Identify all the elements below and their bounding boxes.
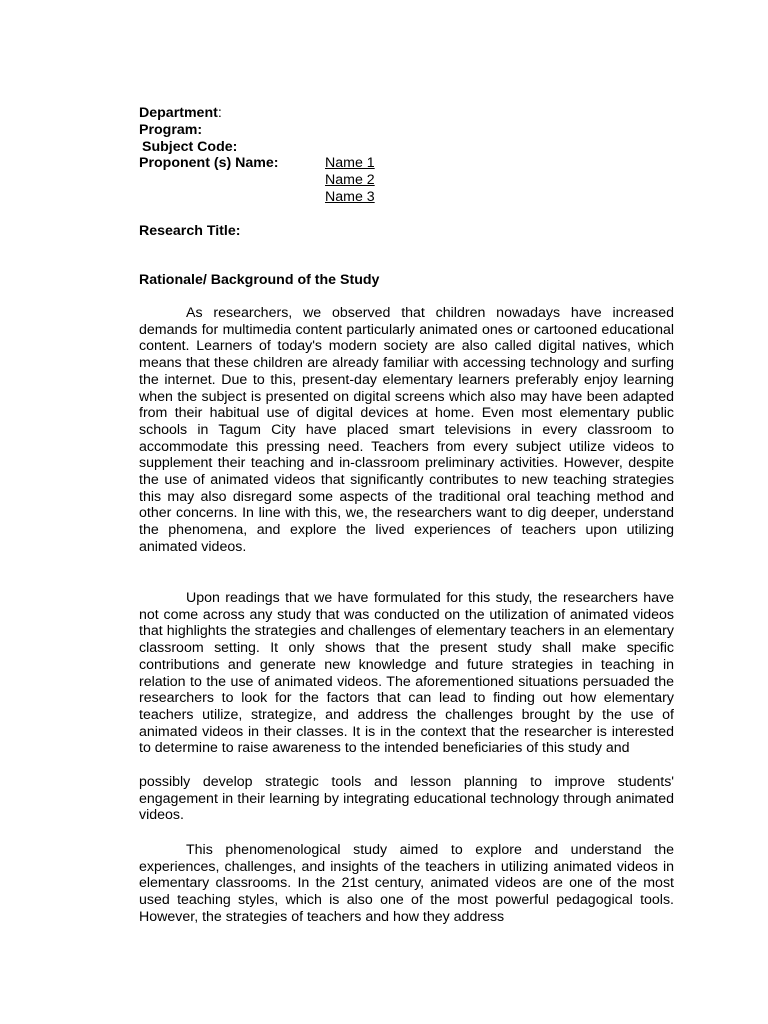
subject-code-label: Subject Code: [142, 139, 238, 155]
paragraph-2-continued: possibly develop strategic tools and lesson planning to improve students' engagement in their learning by integrating educational technology through animated videos. [139, 774, 674, 824]
research-title-label: Research Title: [139, 223, 241, 239]
paragraph-1: As researchers, we observed that children nowadays have increased demands for multimedia content particularly animated ones or cartooned educational content. Learners of today's modern society are also called digital natives, which means that these children are already familiar with accessing technology and surfing the internet. Due to this, present-day elementary learners preferably enjoy learning when the subject is presented on digital screens which also may have been adapted from their habitual use of digital devices at home. Even most elementary public schools in Tagum City have placed smart televisions in every classroom to accommodate this pressing need. Teachers from every subject utilize videos to supplement their teaching and in-classroom preliminary activities. However, despite the use of animated videos that significantly contributes to new teaching strategies this may also disregard some aspects of the traditional oral teaching method and other concerns. In line with this, we, the researchers want to dig deeper, understand the phenomena, and explore the lived experiences of teachers upon utilizing animated videos. [139, 305, 674, 555]
department-label: Department: [139, 105, 222, 121]
section-heading: Rationale/ Background of the Study [139, 272, 380, 288]
proponent-name-1: Name 1 [325, 155, 375, 171]
program-label: Program: [139, 122, 203, 138]
proponent-name-3: Name 3 [325, 189, 375, 205]
paragraph-2: Upon readings that we have formulated for this study, the researchers have not come across any study that was conducted on the utilization of animated videos that highlights the strategies and challenges of elementary teachers in an elementary classroom setting. It only shows that the present study shall make specific contributions and generate new knowledge and future strategies in teaching in relation to the use of animated videos. The aforementioned situations persuaded the researchers to look for the factors that can lead to finding out how elementary teachers utilize, strategize, and address the challenges brought by the use of animated videos in their classes. It is in the context that the researcher is interested to determine to raise awareness to the intended beneficiaries of this study and [139, 590, 674, 757]
proponent-label: Proponent (s) Name: [139, 155, 279, 171]
proponent-name-2: Name 2 [325, 172, 375, 188]
paragraph-3: This phenomenological study aimed to explore and understand the experiences, challenges, and insights of the teachers in utilizing animated videos in elementary classrooms. In the 21st century, animated videos are one of the most used teaching styles, which is also one of the most powerful pedagogical tools. However, the strategies of teachers and how they address [139, 842, 674, 925]
